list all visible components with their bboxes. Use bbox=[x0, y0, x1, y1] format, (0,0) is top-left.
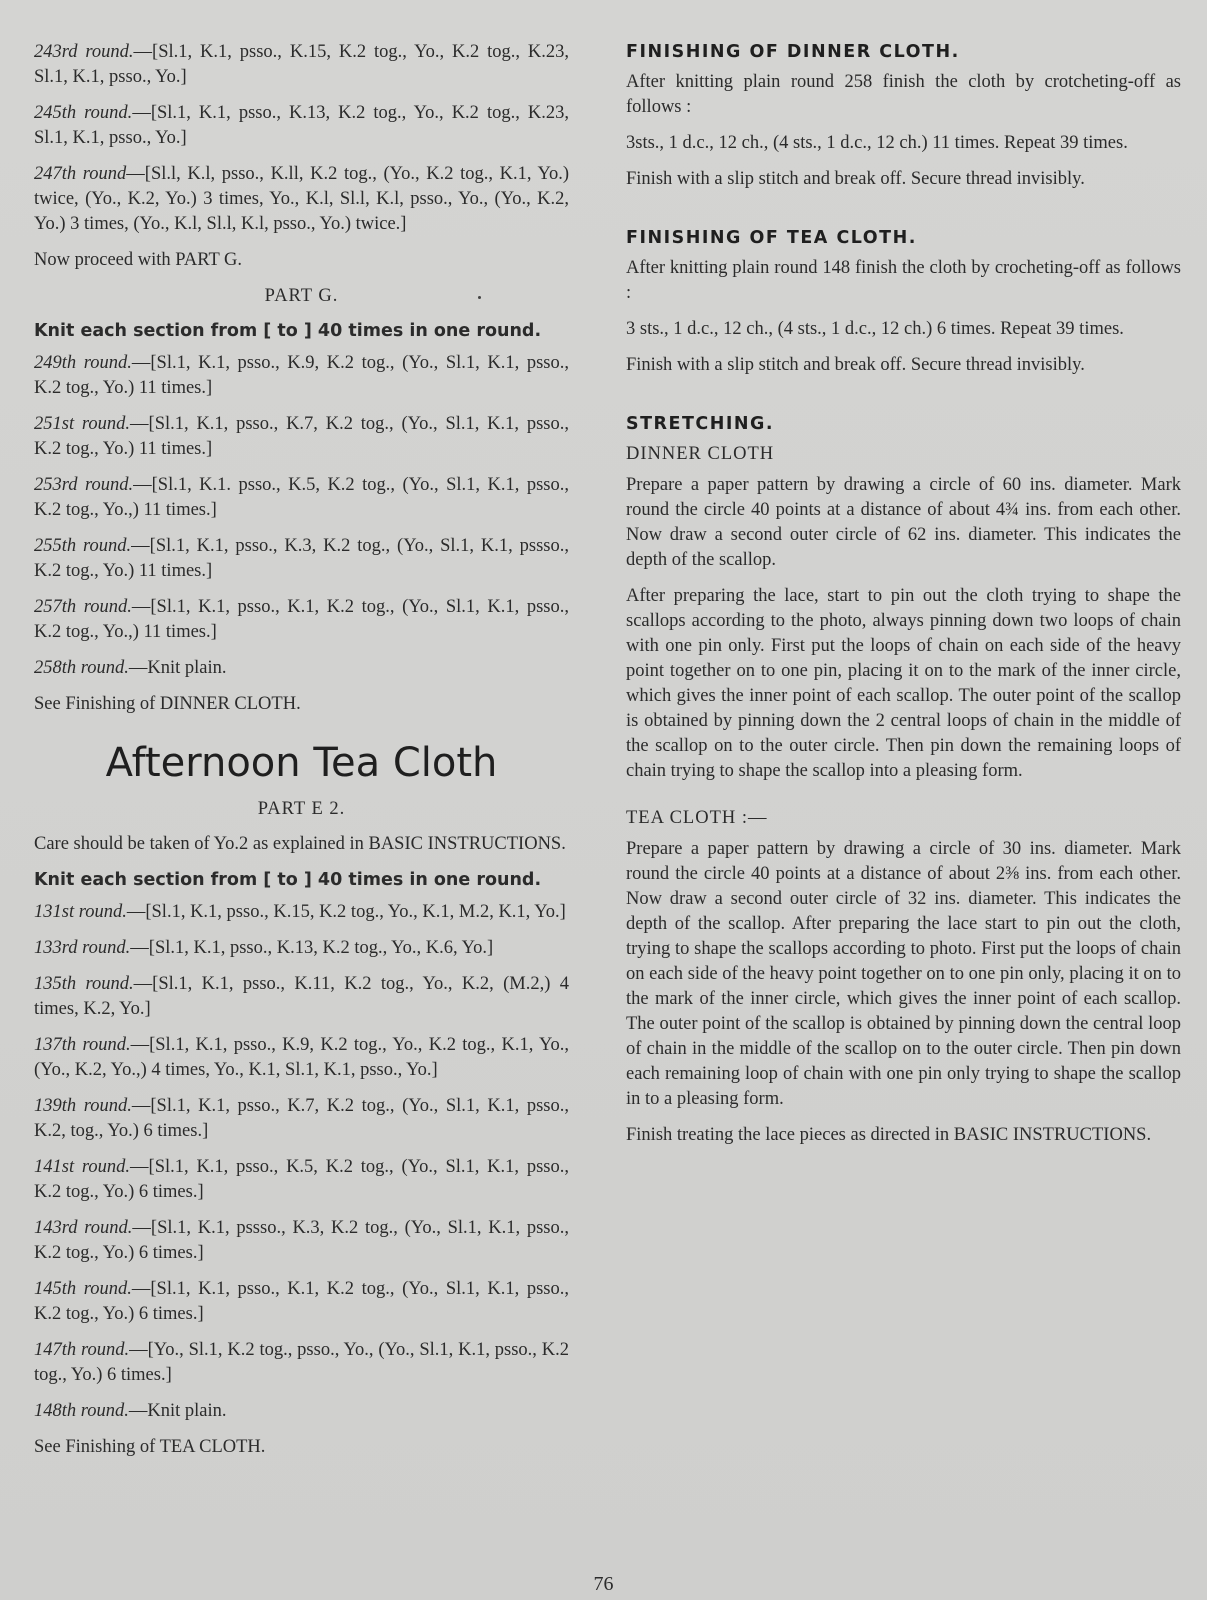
round-text: —[Sl.1, K.1, psso., K.9, K.2 tog., (Yo., Sl.1, K.1, psso., K.2 tog., Yo.) 11 times.] bbox=[34, 353, 569, 398]
dinner-finishing-heading: FINISHING OF DINNER CLOTH. bbox=[626, 42, 960, 62]
left-column bbox=[34, 40, 569, 1471]
right-column bbox=[626, 40, 1181, 1159]
tea-finishing-text: Finish with a slip stitch and break off. Secure thread invisibly. bbox=[626, 355, 1085, 375]
part-e2-instruction: Knit each section from [ to ] 40 times in one round. bbox=[34, 870, 542, 890]
round-text: —[Sl.1, K.1, psso., K.5, K.2 tog., (Yo., Sl.1, K.1, psso., K.2 tog., Yo.) 6 times.] bbox=[34, 1157, 569, 1202]
round-label: 143rd round. bbox=[34, 1218, 133, 1238]
round-text: —[Sl.1, K.1. psso., K.5, K.2 tog., (Yo., Sl.1, K.1, psso., K.2 tog., Yo.,) 11 times.] bbox=[34, 475, 569, 520]
round-instruction bbox=[34, 473, 569, 523]
round-instruction bbox=[34, 972, 569, 1022]
round-label: 137th round. bbox=[34, 1035, 131, 1055]
round-label: 257th round. bbox=[34, 597, 132, 617]
round-instruction bbox=[34, 101, 569, 151]
tea-finishing-text: 3 sts., 1 d.c., 12 ch., (4 sts., 1 d.c., 12 ch.) 6 times. Repeat 39 times. bbox=[626, 319, 1124, 339]
round-label: 255th round. bbox=[34, 536, 132, 556]
round-text: —[Sl.1, K.1, psso., K.7, K.2 tog., (Yo., Sl.1, K.1, psso., K.2, tog., Yo.) 6 times.] bbox=[34, 1096, 569, 1141]
round-text: —[Sl.1, K.1, psso., K.15, K.2 tog., Yo., K.1, M.2, K.1, Yo.] bbox=[126, 902, 566, 922]
tea-finishing-heading: FINISHING OF TEA CLOTH. bbox=[626, 228, 917, 248]
see-tea-finishing: See Finishing of TEA CLOTH. bbox=[34, 1437, 266, 1457]
dinner-finishing-text: 3sts., 1 d.c., 12 ch., (4 sts., 1 d.c., 12 ch.) 11 times. Repeat 39 times. bbox=[626, 133, 1128, 153]
round-text: —Knit plain. bbox=[128, 658, 227, 678]
round-text: —[Sl.1, K.1, psso., K.9, K.2 tog., Yo., K.2 tog., K.1, Yo., (Yo., K.2, Yo.,) 4 times, Yo., K.1, Sl.1, K.1, psso., Yo.] bbox=[34, 1035, 570, 1080]
round-text: —[Sl.1, K.1, psso., K.1, K.2 tog., (Yo., Sl.1, K.1, psso., K.2 tog., Yo.,) 11 times.] bbox=[34, 597, 569, 642]
round-text: —Knit plain. bbox=[128, 1401, 227, 1421]
round-text: —[Sl.1, K.1, psso., K.3, K.2 tog., (Yo., Sl.1, K.1, pssso., K.2 tog., Yo.) 11 times.] bbox=[34, 536, 570, 581]
round-instruction bbox=[34, 351, 569, 401]
round-text: —[Sl.1, K.1, psso., K.1, K.2 tog., (Yo., Sl.1, K.1, psso., K.2 tog., Yo.) 6 times.] bbox=[34, 1279, 569, 1324]
round-instruction bbox=[34, 162, 569, 237]
part-e2-rounds bbox=[34, 900, 569, 1424]
round-label: 251st round. bbox=[34, 414, 131, 434]
round-label: 133rd round. bbox=[34, 938, 131, 958]
tea-cloth-subheading: TEA CLOTH :— bbox=[626, 808, 768, 828]
part-g-heading: PART G. bbox=[264, 286, 339, 306]
round-text: —[Sl.1, K.1, pssso., K.3, K.2 tog., (Yo., Sl.1, K.1, psso., K.2 tog., Yo.) 6 times.] bbox=[34, 1218, 570, 1263]
see-dinner-finishing: See Finishing of DINNER CLOTH. bbox=[34, 694, 301, 714]
dinner-cloth-subheading: DINNER CLOTH bbox=[626, 444, 775, 464]
round-label: 139th round. bbox=[34, 1096, 132, 1116]
round-text: —[Sl.1, K.1, psso., K.15, K.2 tog., Yo., K.2 tog., K.23, Sl.1, K.1, psso., Yo.] bbox=[34, 42, 569, 87]
round-instruction bbox=[34, 1399, 569, 1424]
round-instruction bbox=[34, 595, 569, 645]
dinner-finishing-text: Finish with a slip stitch and break off. Secure thread invisibly. bbox=[626, 169, 1085, 189]
round-instruction bbox=[34, 534, 569, 584]
round-instruction bbox=[34, 936, 569, 961]
proceed-note: Now proceed with PART G. bbox=[34, 250, 243, 270]
round-text: —[Sl.1, K.1, psso., K.13, K.2 tog., Yo., K.2 tog., K.23, Sl.1, K.1, psso., Yo.] bbox=[34, 103, 569, 148]
round-label: 247th round bbox=[34, 164, 127, 184]
part-g-rounds bbox=[34, 351, 569, 681]
dinner-stretch-text: Prepare a paper pattern by drawing a circle of 60 ins. diameter. Mark round the circle 40 points at a distance of about 4¾ ins. from each other. Now draw a second outer circle of 62 ins. diameter. This indicates the depth of the scallop. bbox=[626, 475, 1181, 570]
round-instruction bbox=[34, 412, 569, 462]
tea-cloth-title: Afternoon Tea Cloth bbox=[105, 740, 498, 786]
round-instruction bbox=[34, 1216, 569, 1266]
round-label: 147th round. bbox=[34, 1340, 130, 1360]
round-instruction bbox=[34, 900, 569, 925]
dinner-stretch-text: After preparing the lace, start to pin out the cloth trying to shape the scallops according to the photo, always pinning down two loops of chain with one pin only. First put the loops of chain on each side of the heavy point together on to one pin, placing it on to the mark of the inner circle, which gives the inner point of each scallop. The outer point of the scallop is obtained by pinning down the 2 central loops of chain in the middle of the scallop on to the outer circle. Then pin down the remaining loops of chain trying to shape the scallop into a pleasing form. bbox=[626, 586, 1181, 781]
dinner-finishing-text: After knitting plain round 258 finish the cloth by crotcheting-off as follows : bbox=[626, 72, 1181, 117]
final-note: Finish treating the lace pieces as directed in BASIC INSTRUCTIONS. bbox=[626, 1125, 1152, 1145]
page-number: 76 bbox=[593, 1573, 614, 1595]
tea-finishing-text: After knitting plain round 148 finish the cloth by crocheting-off as follows : bbox=[626, 258, 1181, 303]
round-instruction bbox=[34, 1155, 569, 1205]
round-text: —[Sl.1, K.1, psso., K.13, K.2 tog., Yo., K.6, Yo.] bbox=[130, 938, 494, 958]
round-text: —[Sl.1, K.1, psso., K.11, K.2 tog., Yo., K.2, (M.2,) 4 times, K.2, Yo.] bbox=[34, 974, 569, 1019]
round-instruction bbox=[34, 1338, 569, 1388]
stretching-heading: STRETCHING. bbox=[626, 414, 775, 434]
round-label: 145th round. bbox=[34, 1279, 132, 1299]
part-f-rounds bbox=[34, 40, 569, 237]
round-label: 141st round. bbox=[34, 1157, 131, 1177]
round-text: —[Yo., Sl.1, K.2 tog., psso., Yo., (Yo., Sl.1, K.1, psso., K.2 tog., Yo.) 6 times.] bbox=[34, 1340, 569, 1385]
round-instruction bbox=[34, 656, 569, 681]
care-note: Care should be taken of Yo.2 as explained in BASIC INSTRUCTIONS. bbox=[34, 834, 566, 854]
part-e2-heading: PART E 2. bbox=[257, 799, 346, 819]
round-label: 148th round. bbox=[34, 1401, 129, 1421]
round-label: 131st round. bbox=[34, 902, 127, 922]
part-g-instruction: Knit each section from [ to ] 40 times in one round. bbox=[34, 321, 542, 341]
round-label: 258th round. bbox=[34, 658, 129, 678]
round-label: 253rd round. bbox=[34, 475, 134, 495]
round-instruction bbox=[34, 1094, 569, 1144]
round-label: 245th round. bbox=[34, 103, 133, 123]
round-label: 243rd round. bbox=[34, 42, 134, 62]
round-label: 249th round. bbox=[34, 353, 132, 373]
round-instruction bbox=[34, 1277, 569, 1327]
round-instruction bbox=[34, 40, 569, 90]
tea-stretch-text: Prepare a paper pattern by drawing a circle of 30 ins. diameter. Mark round the circle 40 points at a distance of about 2⅜ ins. from each other. Now draw a second outer circle of 32 ins. diameter. This indicates the depth of the scallop. After preparing the lace start to pin out the cloth, trying to shape the scallops according to photo. First put the loops of chain on each side of the heavy point together on to one pin only, placing it on to the mark of the inner circle, which gives the inner point of each scallop. The outer point of the scallop is obtained by pinning down the central loop of chain in the middle of the scallop on to the outer circle. Then pin down each remaining loop of chain with one pin only trying to shape the scallop in to a pleasing form. bbox=[626, 839, 1181, 1109]
round-text: —[Sl.1, K.1, psso., K.7, K.2 tog., (Yo., Sl.1, K.1, psso., K.2 tog., Yo.) 11 times.] bbox=[34, 414, 569, 459]
round-label: 135th round. bbox=[34, 974, 134, 994]
round-instruction bbox=[34, 1033, 569, 1083]
round-text: —[Sl.l, K.l, psso., K.ll, K.2 tog., (Yo., K.2 tog., K.1, Yo.) twice, (Yo., K.2, Yo.) 3 times, Yo., K.l, Sl.l, K.l, psso., Yo., (Yo., K.2, Yo.) 3 times, (Yo., K.l, Sl.l, K.l, psso., Yo.) twice.] bbox=[34, 164, 570, 234]
